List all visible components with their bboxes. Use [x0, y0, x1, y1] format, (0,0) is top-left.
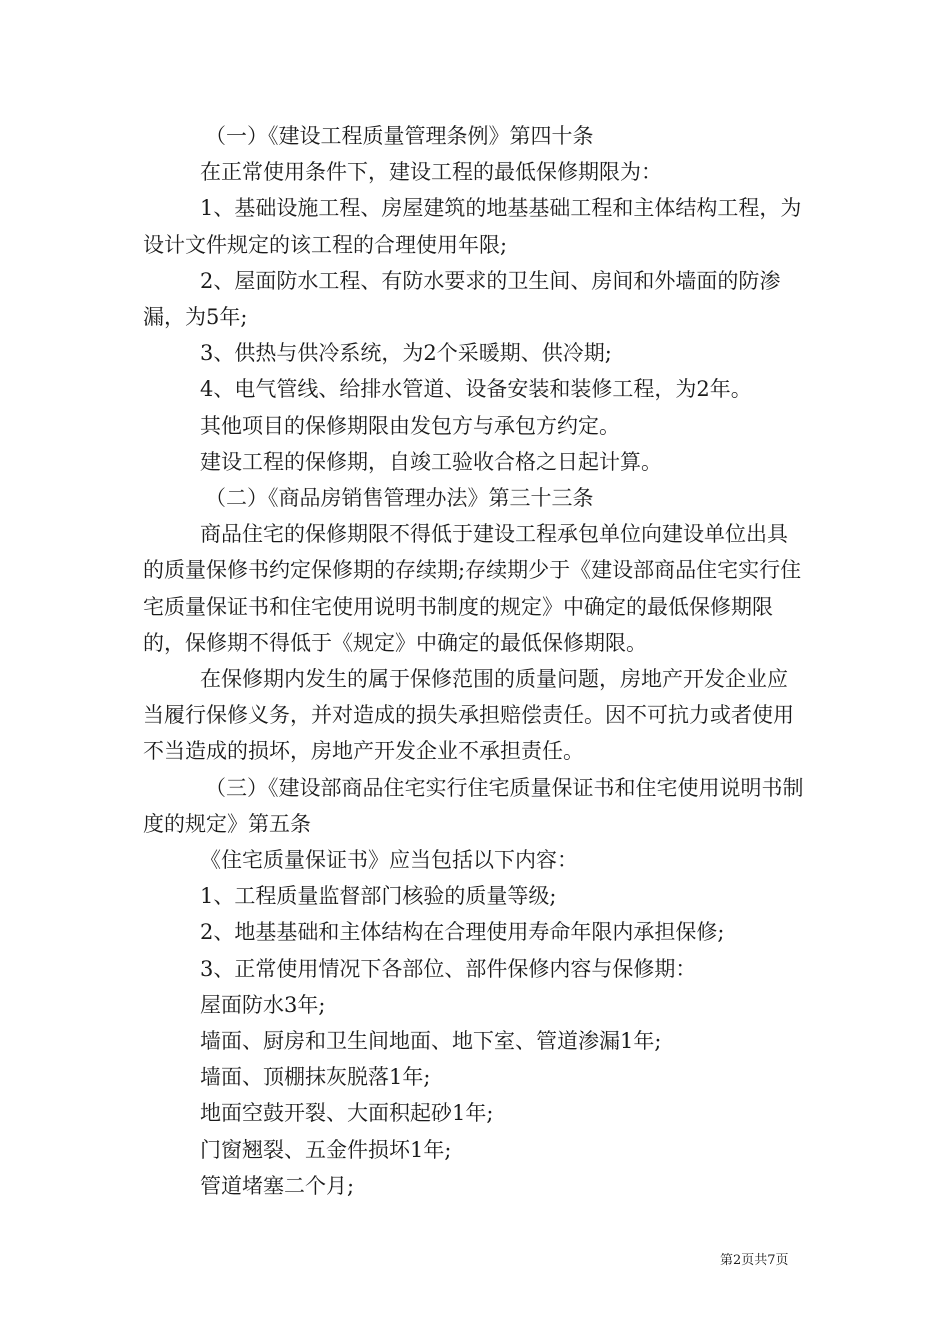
warranty-item: 屋面防水3年; — [200, 992, 326, 1017]
document-body — [143, 118, 808, 1204]
list-item: 2、地基基础和主体结构在合理使用寿命年限内承担保修; — [200, 920, 725, 945]
warranty-item: 管道堵塞二个月; — [200, 1173, 355, 1198]
paragraph: 其他项目的保修期限由发包方与承包方约定。 — [200, 413, 620, 438]
paragraph: 商品住宅的保修期限不得低于建设工程承包单位向建设单位出具的质量保修书约定保修期的存续期;存续期少于《建设部商品住宅实行住宅质量保证书和住宅使用说明书制度的规定》中确定的最低保修期限的，保修期不得低于《规定》中确定的最低保修期限。 — [143, 522, 802, 655]
warranty-item: 地面空鼓开裂、大面积起砂1年; — [200, 1101, 494, 1126]
list-item: 1、工程质量监督部门核验的质量等级; — [200, 884, 557, 909]
warranty-item: 墙面、顶棚抹灰脱落1年; — [200, 1065, 431, 1090]
section-heading-2: （二）《商品房销售管理办法》第三十三条 — [205, 486, 594, 511]
paragraph: 建设工程的保修期，自竣工验收合格之日起计算。 — [200, 449, 662, 474]
section-heading-1: （一）《建设工程质量管理条例》第四十条 — [205, 124, 594, 148]
list-item: 3、正常使用情况下各部位、部件保修内容与保修期： — [200, 956, 697, 981]
list-item: 2、屋面防水工程、有防水要求的卫生间、房间和外墙面的防渗漏，为5年; — [143, 268, 781, 330]
list-item: 3、供热与供冷系统，为2个采暖期、供冷期; — [200, 341, 612, 366]
warranty-item: 门窗翘裂、五金件损坏1年; — [200, 1137, 452, 1162]
list-item: 1、基础设施工程、房屋建筑的地基基础工程和主体结构工程，为设计文件规定的该工程的合理使用年限; — [143, 196, 802, 257]
page-number: 第2页共7页 — [720, 1253, 789, 1268]
paragraph: 在保修期内发生的属于保修范围的质量问题，房地产开发企业应当履行保修义务，并对造成的损失承担赔偿责任。因不可抗力或者使用不当造成的损坏，房地产开发企业不承担责任。 — [143, 667, 794, 764]
section-heading-3: （三）《建设部商品住宅实行住宅质量保证书和住宅使用说明书制度的规定》第五条 — [143, 775, 804, 836]
list-item: 4、电气管线、给排水管道、设备安装和装修工程，为2年。 — [200, 377, 752, 402]
paragraph: 在正常使用条件下，建设工程的最低保修期限为： — [200, 160, 662, 185]
warranty-item: 墙面、厨房和卫生间地面、地下室、管道渗漏1年; — [200, 1029, 662, 1054]
paragraph: 《住宅质量保证书》应当包括以下内容： — [200, 848, 578, 873]
